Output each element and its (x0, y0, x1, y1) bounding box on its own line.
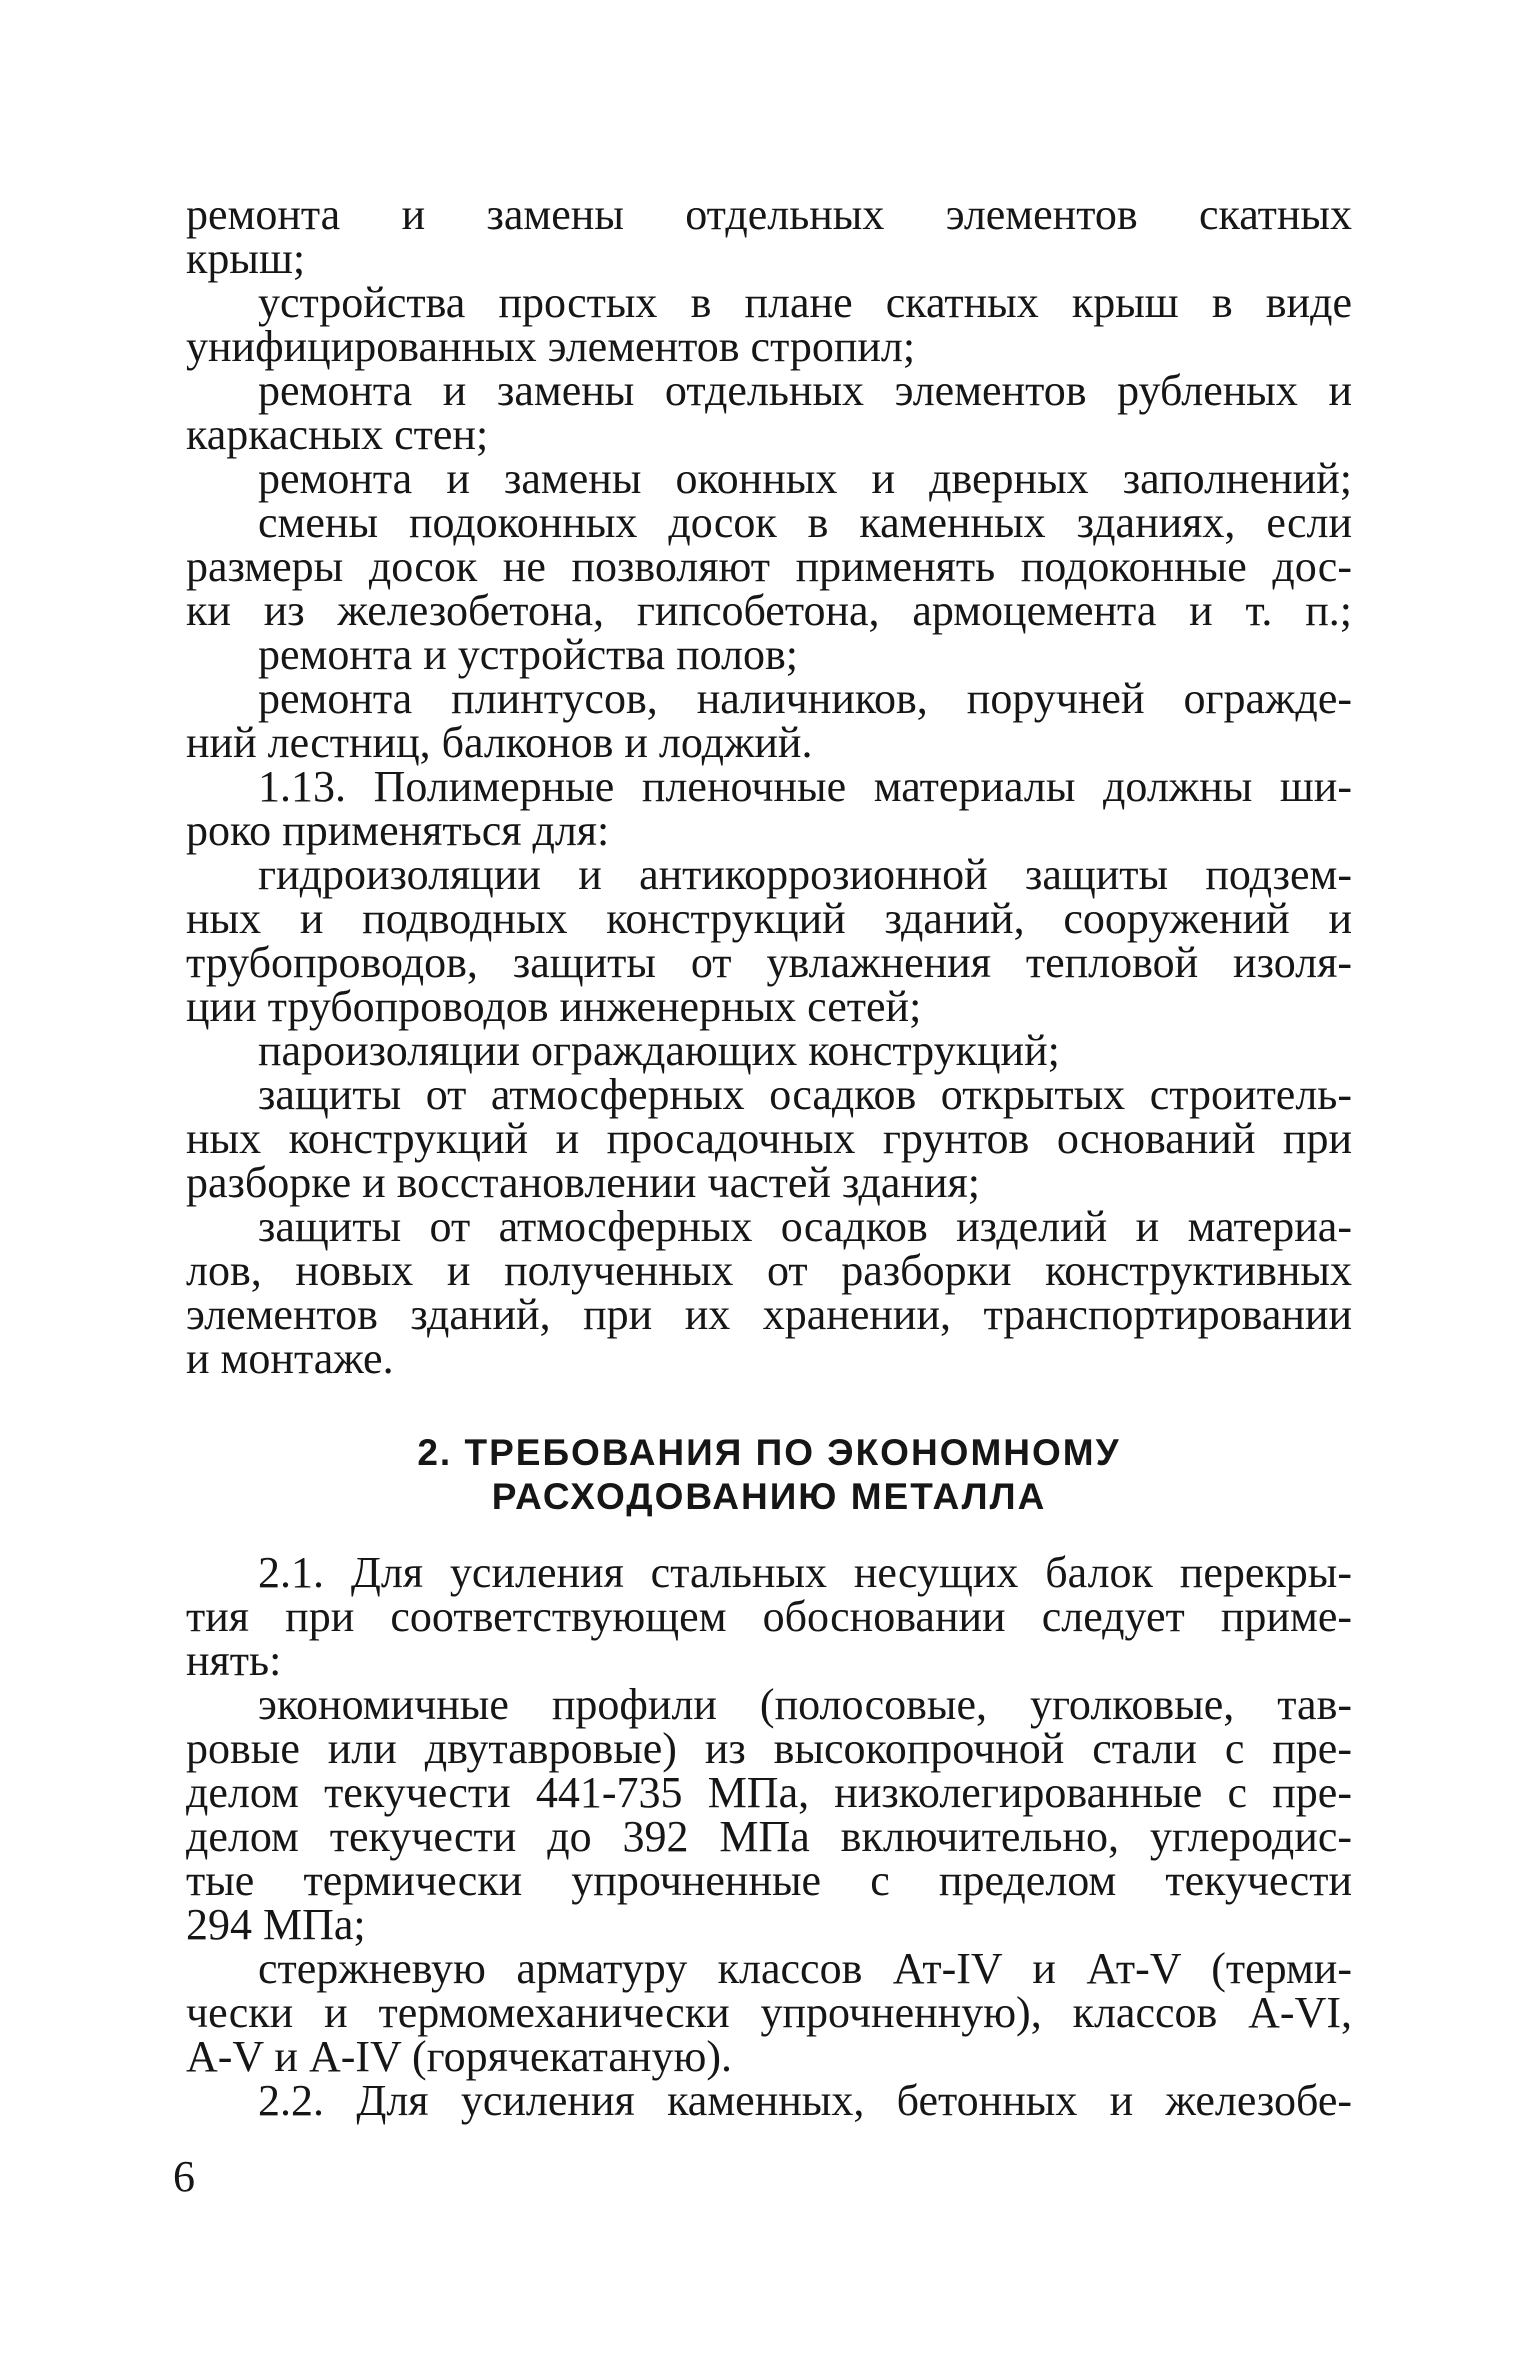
text-line: тые термически упрочненные с пределом текучести (186, 1856, 1352, 1905)
text-line: защиты от атмосферных осадков открытых строитель- (258, 1070, 1352, 1119)
page-number: 6 (173, 2152, 195, 2201)
text-line: ных конструкций и просадочных грунтов оснований при (186, 1114, 1352, 1163)
text-line: защиты от атмосферных осадков изделий и материа- (258, 1202, 1352, 1251)
section-heading-line-1: 2. ТРЕБОВАНИЯ ПО ЭКОНОМНОМУ (417, 1432, 1121, 1473)
text-line: крыш; (186, 234, 306, 283)
text-line: экономичные профили (полосовые, уголковые, тав- (258, 1680, 1352, 1729)
paragraph-2-1-line: 2.1. Для усиления стальных несущих балок перекры- (258, 1548, 1352, 1597)
text-line: чески и термомеханически упрочненную), классов A-VI, (186, 1988, 1352, 2037)
text-line: ний лестниц, балконов и лоджий. (186, 718, 813, 767)
text-line: разборке и восстановлении частей здания; (186, 1158, 980, 1207)
text-line: роко применяться для: (186, 806, 610, 855)
text-line: гидроизоляции и антикоррозионной защиты подзем- (258, 850, 1352, 899)
text-line: ремонта и замены оконных и дверных заполнений; (258, 454, 1352, 503)
text-line: ремонта и устройства полов; (258, 630, 799, 679)
text-line: ровые или двутавровые) из высокопрочной стали с пре- (186, 1724, 1352, 1773)
text-line: делом текучести 441-735 МПа, низколегированные с пре- (186, 1768, 1352, 1817)
text-line: смены подоконных досок в каменных зданиях, если (258, 498, 1352, 547)
text-line: ных и подводных конструкций зданий, сооружений и (186, 894, 1352, 943)
text-line: унифицированных элементов стропил; (186, 322, 916, 371)
text-line: нять: (186, 1636, 282, 1685)
text-line: каркасных стен; (186, 410, 489, 459)
text-line: стержневую арматуру классов Ат-IV и Ат-V (терми- (258, 1944, 1352, 1993)
text-line: ции трубопроводов инженерных сетей; (186, 982, 922, 1031)
text-line: и монтаже. (186, 1334, 394, 1383)
text-line: делом текучести до 392 МПа включительно, углеродис- (186, 1812, 1352, 1861)
text-line: ремонта и замены отдельных элементов скатных (186, 190, 1352, 239)
text-line: 294 МПа; (186, 1900, 366, 1949)
paragraph-2-2-line: 2.2. Для усиления каменных, бетонных и железобе- (258, 2076, 1352, 2125)
text-line: элементов зданий, при их хранении, транспортировании (186, 1290, 1352, 1339)
section-heading-line-2: РАСХОДОВАНИЮ МЕТАЛЛА (491, 1476, 1047, 1517)
text-line: A-V и A-IV (горячекатаную). (186, 2032, 732, 2081)
text-line: устройства простых в плане скатных крыш в виде (258, 278, 1352, 327)
paragraph-1-13-line: 1.13. Полимерные пленочные материалы должны ши- (258, 762, 1352, 811)
text-line: ки из железобетона, гипсобетона, армоцемента и т. п.; (186, 586, 1352, 635)
text-line: тия при соответствующем обосновании следует приме- (186, 1592, 1352, 1641)
text-line: ремонта и замены отдельных элементов рубленых и (258, 366, 1352, 415)
text-line: ремонта плинтусов, наличников, поручней огражде- (258, 674, 1352, 723)
text-line: размеры досок не позволяют применять подоконные дос- (186, 542, 1352, 591)
text-line: трубопроводов, защиты от увлажнения тепловой изоля- (186, 938, 1352, 987)
text-line: пароизоляции ограждающих конструкций; (258, 1026, 1060, 1075)
text-line: лов, новых и полученных от разборки конструктивных (186, 1246, 1352, 1295)
